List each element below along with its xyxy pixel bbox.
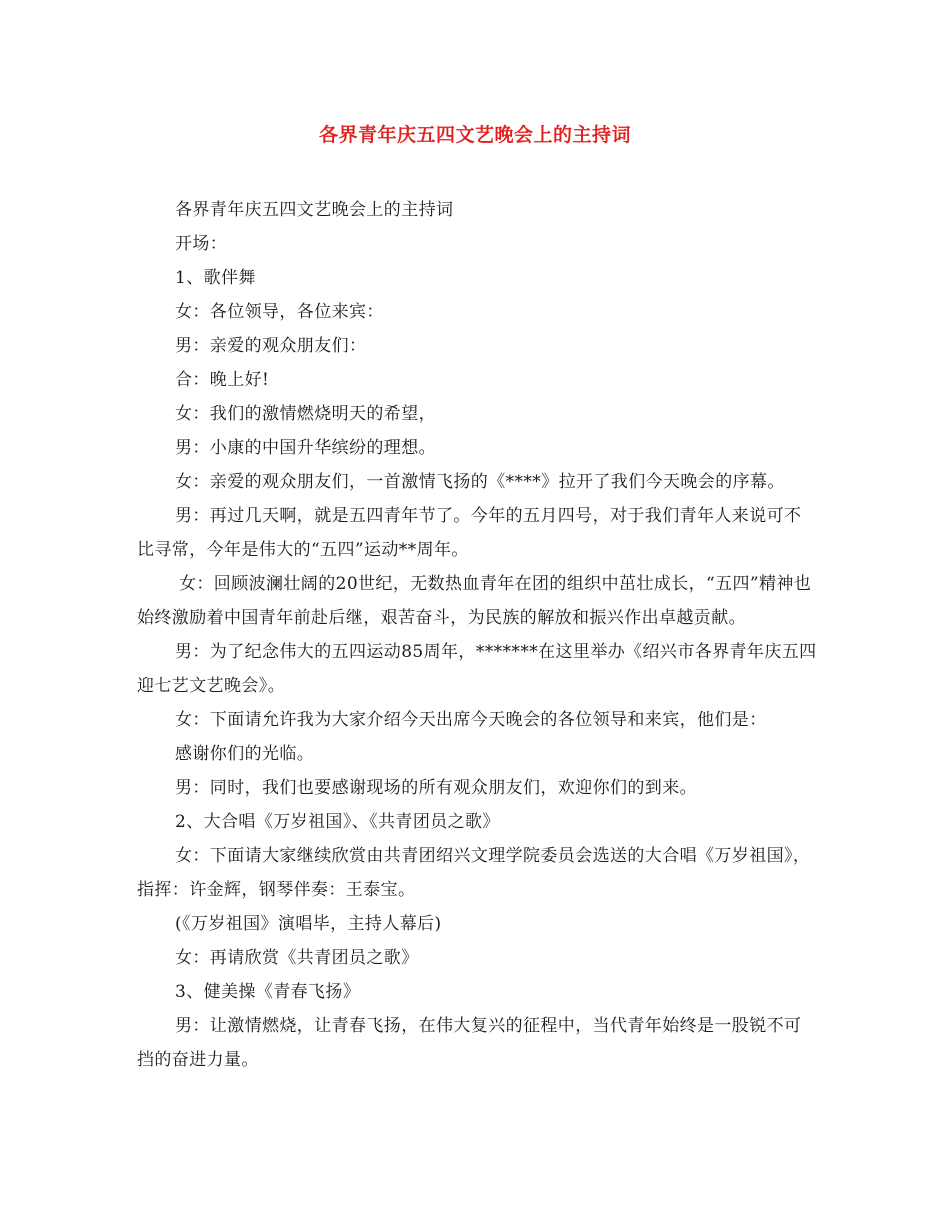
paragraph: 2、大合唱《万岁祖国》、《共青团员之歌》 (175, 812, 500, 832)
paragraph: 女：各位领导，各位来宾： (175, 302, 384, 322)
paragraph: 男：小康的中国升华缤纷的理想。 (175, 438, 436, 458)
paragraph: 开场： (175, 234, 228, 254)
paragraph: 女：亲爱的观众朋友们，一首激情飞扬的《****》拉开了我们今天晚会的序幕。 (175, 472, 785, 492)
paragraph: 男：亲爱的观众朋友们： (175, 336, 367, 356)
paragraph: 女：再请欣赏《共青团员之歌》 (175, 948, 419, 968)
paragraph: 1、歌伴舞 (175, 268, 256, 288)
document-title: 各界青年庆五四文艺晚会上的主持词 (318, 124, 631, 146)
paragraph: 男：再过几天啊，就是五四青年节了。今年的五月四号，对于我们青年人来说可不比寻常，今年是伟大的“五四”运动**周年。 (137, 506, 802, 560)
paragraph: 女：下面请大家继续欣赏由共青团绍兴文理学院委员会选送的大合唱《万岁祖国》，指挥：许金辉，钢琴伴奏：王泰宝。 (137, 846, 811, 900)
paragraph: 3、健美操《青春飞扬》 (175, 982, 361, 1002)
document-body (137, 193, 817, 1077)
paragraph: 女：下面请允许我为大家介绍今天出席今天晚会的各位领导和来宾，他们是： (175, 710, 767, 730)
paragraph: 女：回顾波澜壮阔的20世纪，无数热血青年在团的组织中茁壮成长，“五四”精神也始终激励着中国青年前赴后继，艰苦奋斗，为民族的解放和振兴作出卓越贡献。 (137, 574, 812, 628)
paragraph: 女：我们的激情燃烧明天的希望， (175, 404, 436, 424)
paragraph: 男：同时，我们也要感谢现场的所有观众朋友们，欢迎你们的到来。 (175, 778, 697, 798)
paragraph: 男：为了纪念伟大的五四运动85周年，*******在这里举办《绍兴市各界青年庆五四迎七艺文艺晚会》。 (137, 642, 817, 696)
paragraph: 各界青年庆五四文艺晚会上的主持词 (175, 200, 454, 220)
paragraph: 感谢你们的光临。 (175, 744, 315, 764)
paragraph: 合：晚上好! (175, 370, 270, 390)
paragraph: (《万岁祖国》演唱毕，主持人幕后) (175, 914, 442, 934)
paragraph: 男：让激情燃烧，让青春飞扬，在伟大复兴的征程中，当代青年始终是一股锐不可挡的奋进力量。 (137, 1016, 802, 1070)
